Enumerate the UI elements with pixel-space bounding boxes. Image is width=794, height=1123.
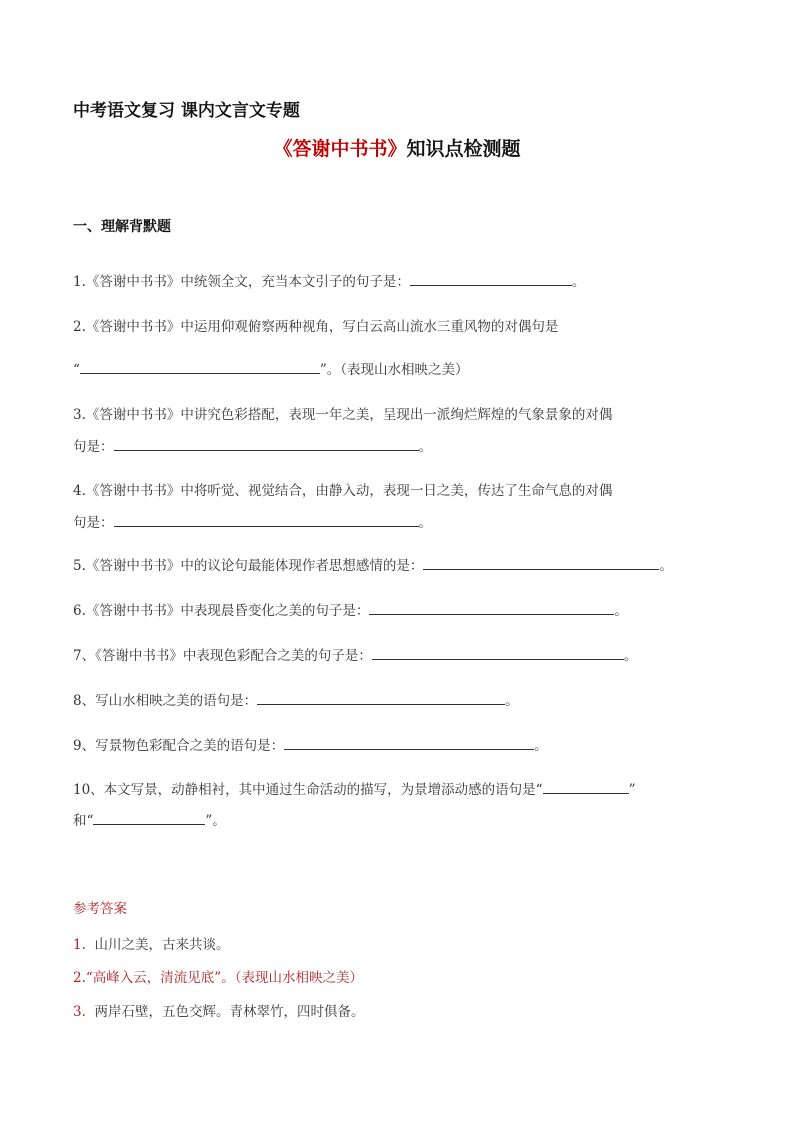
- question-10: 10、本文写景，动静相衬，其中通过生命活动的描写，为景增添动感的语句是“ ”: [73, 778, 636, 798]
- answers-heading: 参考答案: [73, 901, 127, 917]
- title-rest: 知识点检测题: [406, 138, 521, 160]
- question-2: 2.《答谢中书书》中运用仰观俯察两种视角，写白云高山流水三重风物的对偶句是: [73, 319, 559, 335]
- document-title: [0, 134, 794, 161]
- answer-blank[interactable]: [410, 271, 572, 286]
- answer-blank[interactable]: [543, 779, 629, 794]
- question-2-line2: “ ”。（表现山水相映之美）: [73, 358, 469, 378]
- question-4-line2: 句是： 。: [73, 511, 432, 531]
- answer-blank[interactable]: [284, 735, 534, 750]
- question-text: 1.《答谢中书书》中统领全文，充当本文引子的句子是：: [73, 274, 410, 290]
- question-8: 8、写山水相映之美的语句是： 。: [73, 689, 519, 709]
- answer-blank[interactable]: [114, 436, 419, 451]
- answer-blank[interactable]: [80, 359, 320, 374]
- question-9: 9、写景物色彩配合之美的语句是： 。: [73, 734, 548, 754]
- question-5: 5.《答谢中书书》中的议论句最能体现作者思想感情的是： 。: [73, 554, 673, 574]
- question-4: 4.《答谢中书书》中将听觉、视觉结合，由静入动，表现一日之美，传达了生命气息的对偶: [73, 483, 613, 499]
- question-1: 1.《答谢中书书》中统领全文，充当本文引子的句子是： 。: [73, 270, 585, 290]
- answer-blank[interactable]: [369, 600, 614, 615]
- answer-blank[interactable]: [114, 512, 419, 527]
- question-7: 7、《答谢中书书》中表现色彩配合之美的句子是： 。: [73, 644, 637, 664]
- answer-blank[interactable]: [372, 645, 624, 660]
- question-3: 3.《答谢中书书》中讲究色彩搭配，表现一年之美，呈现出一派绚烂辉煌的气象景象的对偶: [73, 407, 613, 423]
- answer-blank[interactable]: [93, 810, 205, 825]
- answer-blank[interactable]: [257, 690, 505, 705]
- section-heading: 一、理解背默题: [73, 219, 171, 235]
- page-header: 中考语文复习 课内文言文专题: [73, 101, 300, 121]
- title-book-name: 《答谢中书书》: [273, 138, 407, 160]
- answer-blank[interactable]: [423, 555, 659, 570]
- answer-1: 1. 山川之美，古来共谈。: [73, 937, 230, 953]
- answer-2: 2.“高峰入云，清流见底”。（表现山水相映之美）: [73, 970, 363, 986]
- answer-3: 3. 两岸石壁，五色交辉。青林翠竹，四时俱备。: [73, 1004, 365, 1020]
- question-10-line2: 和“ ”。: [73, 809, 226, 829]
- question-6: 6.《答谢中书书》中表现晨昏变化之美的句子是： 。: [73, 599, 628, 619]
- question-3-line2: 句是： 。: [73, 435, 432, 455]
